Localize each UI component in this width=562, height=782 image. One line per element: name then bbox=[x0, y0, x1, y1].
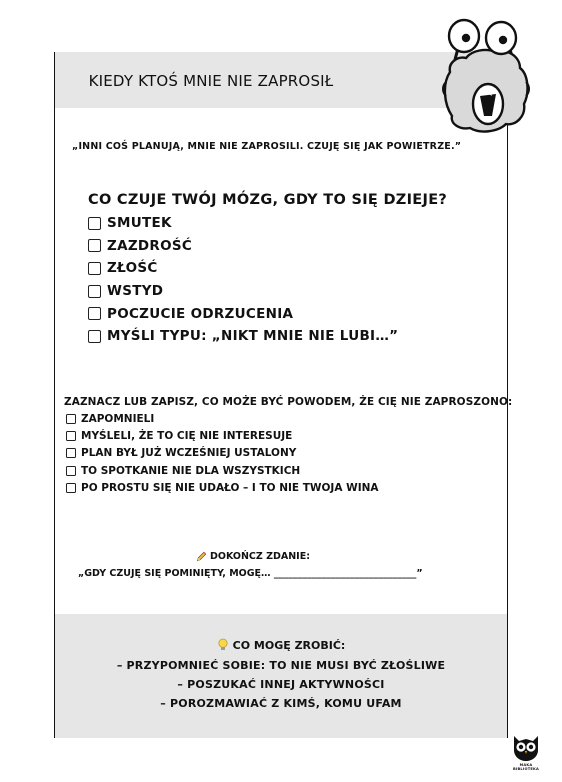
lightbulb-icon bbox=[217, 638, 229, 652]
pencil-icon bbox=[196, 551, 207, 562]
tips-heading bbox=[55, 638, 507, 652]
list-item bbox=[66, 462, 379, 479]
list-item bbox=[66, 410, 379, 427]
reasons-question: ZAZNACZ LUB ZAPISZ, CO MOŻE BYĆ POWODEM, ŻE CIĘ NIE ZAPROSZONO: bbox=[64, 396, 513, 408]
list-item: – PRZYPOMNIEĆ SOBIE: TO NIE MUSI BYĆ ZŁOŚLIWE bbox=[116, 659, 446, 672]
checkbox[interactable] bbox=[88, 262, 101, 275]
checkbox[interactable] bbox=[66, 483, 76, 493]
checkbox[interactable] bbox=[88, 217, 101, 230]
checkbox[interactable] bbox=[66, 466, 76, 476]
complete-label: DOKOŃCZ ZDANIE: bbox=[210, 551, 310, 562]
feeling-label: ZŁOŚĆ bbox=[107, 260, 158, 277]
tips-list bbox=[55, 656, 507, 713]
complete-sentence[interactable]: „GDY CZUJĘ SIĘ POMINIĘTY, MOGĘ… ______________________________” bbox=[78, 568, 423, 579]
brand-label: MAKA BIBLIOTEKA bbox=[513, 763, 539, 771]
checkbox[interactable] bbox=[88, 239, 101, 252]
feelings-list bbox=[88, 212, 398, 348]
reason-label: MYŚLELI, ŻE TO CIĘ NIE INTERESUJE bbox=[81, 429, 293, 442]
feeling-label: POCZUCIE ODRZUCENIA bbox=[107, 305, 294, 322]
reason-label: PLAN BYŁ JUŻ WCZEŚNIEJ USTALONY bbox=[81, 447, 297, 460]
list-item bbox=[66, 445, 379, 462]
checkbox[interactable] bbox=[88, 330, 101, 343]
feeling-label: MYŚLI TYPU: „NIKT MNIE NIE LUBI…” bbox=[107, 328, 399, 345]
list-item: – POROZMAWIAĆ Z KIMŚ, KOMU UFAM bbox=[160, 697, 402, 710]
list-item bbox=[88, 325, 398, 348]
list-item bbox=[88, 280, 398, 303]
feelings-question: CO CZUJE TWÓJ MÓZG, GDY TO SIĘ DZIEJE? bbox=[88, 192, 448, 208]
reason-label: TO SPOTKANIE NIE DLA WSZYSTKICH bbox=[81, 464, 301, 477]
list-item bbox=[66, 427, 379, 444]
feeling-label: SMUTEK bbox=[107, 215, 172, 232]
checkbox[interactable] bbox=[66, 431, 76, 441]
complete-heading bbox=[196, 551, 310, 562]
list-item bbox=[88, 212, 398, 235]
list-item: – POSZUKAĆ INNEJ AKTYWNOŚCI bbox=[177, 678, 385, 691]
owl-logo bbox=[506, 732, 546, 762]
feeling-label: WSTYD bbox=[107, 283, 164, 300]
tips-heading-label: CO MOGĘ ZROBIĆ: bbox=[232, 638, 346, 652]
page-title: KIEDY KTOŚ MNIE NIE ZAPROSIŁ bbox=[88, 72, 334, 90]
reason-label: PO PROSTU SIĘ NIE UDAŁO – I TO NIE TWOJA WINA bbox=[81, 481, 379, 494]
list-item bbox=[88, 257, 398, 280]
list-item bbox=[88, 235, 398, 258]
list-item bbox=[66, 479, 379, 496]
monster-illustration bbox=[440, 12, 532, 136]
reasons-list bbox=[66, 410, 379, 496]
situation-quote: „INNI COŚ PLANUJĄ, MNIE NIE ZAPROSILI. CZUJĘ SIĘ JAK POWIETRZE.” bbox=[72, 141, 462, 152]
feeling-label: ZAZDROŚĆ bbox=[107, 237, 193, 254]
checkbox[interactable] bbox=[66, 414, 76, 424]
reason-label: ZAPOMNIELI bbox=[81, 412, 155, 425]
checkbox[interactable] bbox=[88, 285, 101, 298]
checkbox[interactable] bbox=[88, 307, 101, 320]
list-item bbox=[88, 302, 398, 325]
checkbox[interactable] bbox=[66, 448, 76, 458]
